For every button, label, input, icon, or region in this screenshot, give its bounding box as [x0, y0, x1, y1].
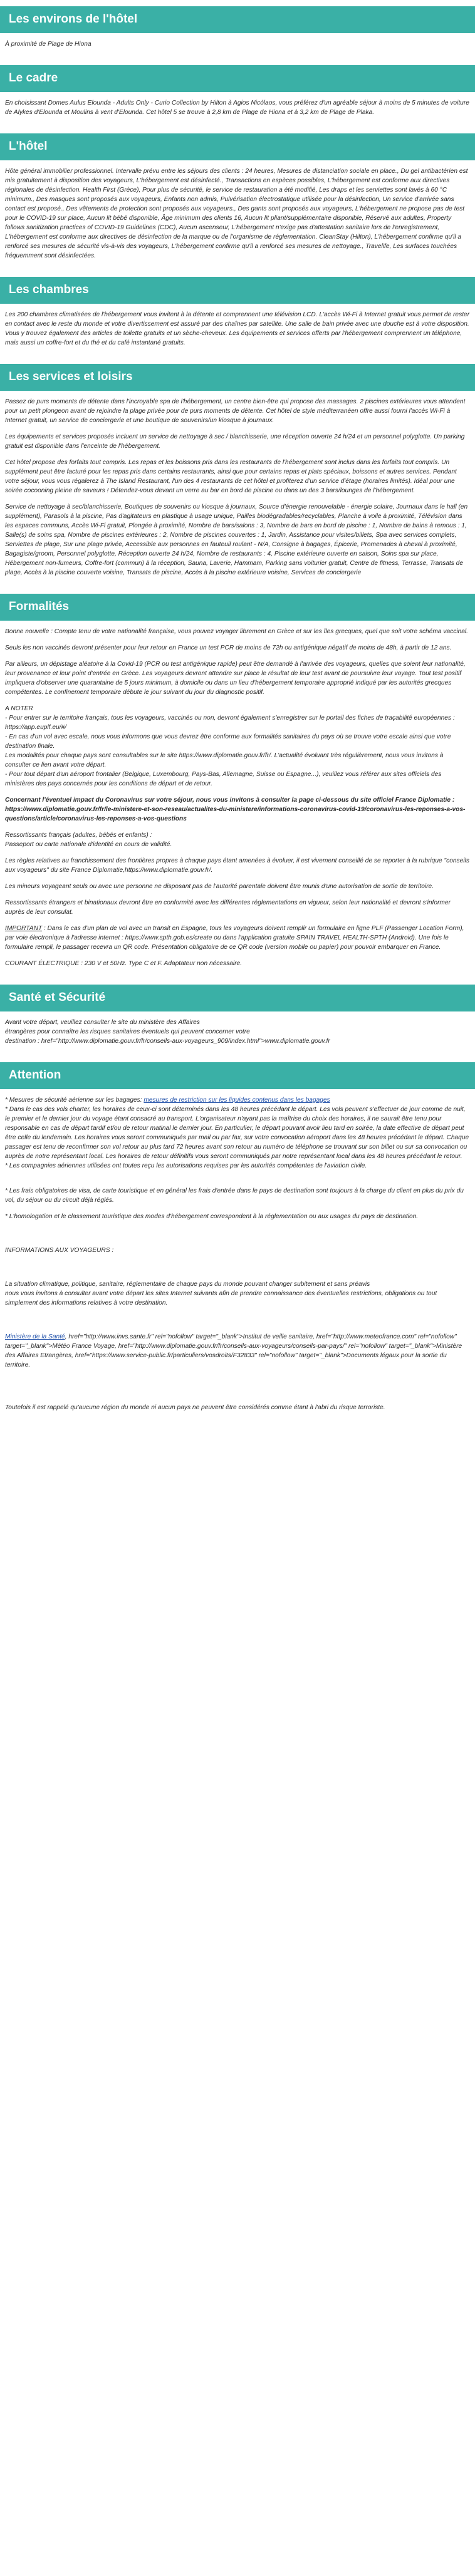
- formalites-important: [5, 924, 470, 952]
- formalites-covid-link-paragraph[interactable]: Concernant l'éventuel impact du Coronavirus sur votre séjour, nous vous invitons à consulter la page ci-dessous du site officiel France Diplomatie : https://www.diplomatie.gouv.fr/fr/le-ministere-et-son-reseau/actualites-du-ministere/informations-coronavirus-covid-19/coronavirus-les-reponses-a-vos-questions/article/coronavirus-les-reponses-a-vos-questions: [5, 797, 466, 822]
- formalites-paragraph: Les règles relatives au franchissement des frontières propres à chaque pays étant amenées à évoluer, il est vivement conseillé de se reporter à la rubrique "conseils aux voyageurs" du site France Diplomatie,https://www.diplomatie.gouv.fr/.: [5, 857, 469, 874]
- liquids-restriction-link[interactable]: mesures de restriction sur les liquides contenus dans les bagages: [144, 1097, 330, 1104]
- formalites-paragraph: Seuls les non vaccinés devront présenter pour leur retour en France un test PCR de moins de 72h ou antigénique négatif de moins de 48h, à partir de 12 ans.: [5, 644, 452, 651]
- attention-links-rest: , href="http://www.invs.sante.fr" rel="nofollow" target="_blank">Institut de veille sanitaire, href="http://www.meteofrance.com" rel="nofollow" target="_blank">Météo France Voyage, href="http://www.diplomatie.gouv.fr/fr/conseils-aux-voyageurs/conseils-par-pays/" rel="nofollow" target="_blank">Ministère des Affaires Etrangères, href="https://www.service-public.fr/particuliers/vosdroits/F32833" rel="nofollow" target="_blank">Documents légaux pour la sortie du territoire.: [5, 1333, 462, 1368]
- hotel-text: Hôte général immobilier professionnel. Intervalle prévu entre les séjours des clients : 24 heures, Mesures de distanciation sociale en place., Du gel antibactérien est mis gratuitement à disposition des voyageurs, L'hébergement est désinfecté., Transactions en espèces possibles, L'hébergement est conforme aux directives régionales de désinfection. Health First (Grèce), Pour plus de sécurité, le service de restauration a été modifié, Les draps et les serviettes sont lavés à 60 °C minimum., Des masques sont proposés aux voyageurs, Enfants non admis, Pulvérisation électrostatique utilisée pour la désinfection, Un service d'arrivée sans contact est proposé., Des vêtements de protection sont proposés aux voyageurs., Des gants sont proposés aux voyageurs, L'hébergement ne propose pas de test pour le COVID-19 sur place, Aucun lit bébé disponible, Âge minimum des clients 16, Aucun lit pliant/supplémentaire disponible, Réservé aux adultes, Property follows sanitization practices of COVID-19 Guidelines (CDC), Aucun ascenseur, L'hébergement n'exige pas d'attestation sanitaire lors de l'enregistrement, L'hébergement est conforme aux directives de désinfection de la marque ou de l'organisme de réglementation. CleanStay (Hilton), L'hébergement confirme qu'il a renforcé ses mesures de sécurité vis-à-vis des voyageurs, L'hébergement confirme qu'il a renforcé ses mesures de nettoyage., Travelife, Les surfaces touchées fréquemment sont désinfectées.: [5, 168, 468, 259]
- section-title-formalites: Formalités: [0, 594, 475, 621]
- attention-info-heading: INFORMATIONS AUX VOYAGEURS :: [5, 1247, 114, 1254]
- services-paragraph: Les équipements et services proposés incluent un service de nettoyage à sec / blanchisserie, une réception ouverte 24 h/24 et un personnel polyglotte. Un parking gratuit est disponible dans l'enceinte de l'hébergement.: [5, 433, 465, 450]
- attention-paragraph: La situation climatique, politique, sanitaire, réglementaire de chaque pays du monde pouvant changer subitement et sans préavis nous vous invitons à consulter avant votre départ les sites Internet suivants afin de prendre connaissance des éventuelles restrictions, obligations ou tout simplement des informations relatives à votre destination.: [5, 1281, 437, 1306]
- attention-prefix: * Mesures de sécurité aérienne sur les bagages:: [5, 1097, 144, 1104]
- environs-text: À proximité de Plage de Hiona: [5, 41, 91, 48]
- attention-paragraph: * L'homologation et le classement touristique des modes d'hébergement correspondent à la réglementation ou aux usages du pays de destination.: [5, 1213, 419, 1220]
- section-title-chambres: Les chambres: [0, 277, 475, 304]
- services-amenities-list: Service de nettoyage à sec/blanchisserie, Boutiques de souvenirs ou kiosque à journaux, Source d'énergie renouvelable - énergie solaire, Journaux dans le hall (en supplément), Parasols à la piscine, Pas d'agitateurs en plastique à usage unique, Pailles biodégradables/recyclables, Planche à voile à proximité, Télévision dans les espaces communs, Accès Wi-Fi gratuit, Plongée à proximité, Nombre de bars/salons : 3, Nombre de bars en bord de piscine : 1, Nombre de bains à remous : 1, Salle(s) de soins spa, Nombre de piscines extérieures : 2, Nombre de piscines couvertes : 1, Jardin, Assistance pour visites/billets, Spa avec services complets, Serviettes de plage, Sur une plage privée, Accessible aux personnes en fauteuil roulant - N/A, Consigne à bagages, Épicerie, Promenades à cheval à proximité, Bagagiste/groom, Personnel polyglotte, Réception ouverte 24 h/24, Nombre de restaurants : 4, Piscine extérieure ouverte en saison, Soins spa sur place, Hébergement non-fumeurs, Coffre-fort (commun) à la réception, Sauna, Laverie, Hammam, Parking sans voiturier gratuit, Centre de fitness, Terrasse, Transats de plage, Accès à la piscine couverte voisine, Transats de piscine, Accès à la piscine extérieure voisine, Services de conciergerie: [5, 504, 468, 576]
- formalites-paragraph: Ressortissants étrangers et binationaux devront être en conformité avec les différentes réglementations en vigueur, selon leur nationalité et devront s'informer auprès de leur consulat.: [5, 899, 451, 916]
- attention-terrorism-note: Toutefois il est rappelé qu'aucune région du monde ni aucun pays ne peuvent être considérés comme étant à l'abri du risque terroriste.: [5, 1404, 385, 1411]
- section-chambres: [0, 277, 475, 348]
- important-label: IMPORTANT: [5, 925, 43, 932]
- section-title-environs: Les environs de l'hôtel: [0, 6, 475, 33]
- section-title-hotel: L'hôtel: [0, 133, 475, 160]
- section-title-attention: Attention: [0, 1062, 475, 1089]
- sante-text: Avant votre départ, veuillez consulter le site du ministère des Affaires étrangères pour connaître les risques sanitaires éventuels qui peuvent concerner votre destination : href="http://www.diplomatie.gouv.fr/fr/conseils-aux-voyageurs_909/index.html">www.diplomatie.gouv.fr: [5, 1019, 330, 1045]
- section-sante: [0, 985, 475, 1046]
- ministere-sante-link[interactable]: Ministère de la Santé: [5, 1333, 65, 1340]
- section-environs: [0, 6, 475, 49]
- section-title-sante: Santé et Sécurité: [0, 985, 475, 1011]
- attention-links-paragraph: [5, 1332, 470, 1370]
- attention-paragraph: * Les frais obligatoires de visa, de carte touristique et en général les frais d'entrée dans le pays de destination sont toujours à la charge du client en plus du prix du vol, du séjour ou du circuit déjà réglés.: [5, 1187, 464, 1204]
- section-title-services: Les services et loisirs: [0, 364, 475, 391]
- services-paragraph: Cet hôtel propose des forfaits tout compris. Les repas et les boissons pris dans les restaurants de l'hébergement sont inclus dans les forfaits tout compris. Un supplément peut être facturé pour les repas pris dans certains restaurants, ainsi que pour certains repas et plats spéciaux, boissons et autres services. Pendant votre séjour, vous vous régalerez à The Island Restaurant, l'un des 4 restaurants de cet hôtel et profiterez d'un service d'étage (horaires limités). Idéal pour une soirée cocooning pleine de saveurs ! Détendez-vous devant un verre au bar en bord de piscine ou dans un des 3 bars/lounges de l'hébergement.: [5, 459, 457, 494]
- formalites-paragraph: Par ailleurs, un dépistage aléatoire à la Covid-19 (PCR ou test antigénique rapide) peut être demandé à l'arrivée des voyageurs, quelles que soient leur nationalité, leur provenance et leur point d'entrée en Grèce. Les voyageurs devront attendre sur place le résultat de leur test avant de poursuivre leur voyage. Tout test positif impliquera d'observer une quarantaine de 5 jours minimum, à domicile ou dans un lieu d'hébergement temporaire approprié indiqué par les autorités grecques compétentes. Le confinement temporaire débute le jour suivant du jour du diagnostic positif.: [5, 661, 466, 696]
- formalites-paragraph: Bonne nouvelle : Compte tenu de votre nationalité française, vous pouvez voyager librement en Grèce et sur les îles grecques, quel que soit votre schéma vaccinal.: [5, 628, 469, 635]
- formalites-paragraph: Les mineurs voyageant seuls ou avec une personne ne disposant pas de l'autorité parentale doivent être munis d'une autorisation de sortie de territoire.: [5, 883, 434, 890]
- section-attention: [0, 1062, 475, 1412]
- section-formalites: [0, 594, 475, 968]
- services-paragraph: Passez de purs moments de détente dans l'incroyable spa de l'hébergement, un centre bien-être qui propose des massages. 2 piscines extérieures vous attendent pour un petit plongeon avant de rejoindre la plage privée pour de purs moments de détente. Cet hôtel de style méditerranéen offre aussi fourni l'accès Wi-Fi à Internet gratuit, un service de conciergerie et une boutique de souvenirs/un kiosque à journaux.: [5, 398, 466, 424]
- section-hotel: [0, 133, 475, 261]
- section-title-cadre: Le cadre: [0, 65, 475, 92]
- formalites-electric: COURANT ÉLECTRIQUE : 230 V et 50Hz. Type C et F. Adaptateur non nécessaire.: [5, 960, 243, 967]
- chambres-text: Les 200 chambres climatisées de l'hébergement vous invitent à la détente et comprennent une télévision LCD. L'accès Wi-Fi à Internet gratuit vous permet de rester en contact avec le reste du monde et votre divertissement est assuré par des chaînes par satellite. Une salle de bain privée avec une douche est à votre disposition. Vous y trouvez également des articles de toilette gratuits et un sèche-cheveux. Les équipements et services offerts par l'hébergement comprennent un téléphone, mais aussi un coffre-fort et du thé et du café instantané gratuits.: [5, 311, 470, 346]
- important-text: : Dans le cas d'un plan de vol avec un transit en Espagne, tous les voyageurs doivent remplir un formulaire en ligne PLF (Passenger Location Form), par voie électronique à l'adresse internet : https://www.spth.gob.es/create ou dans l'application gratuite SPAIN TRAVEL HEALTH-SPTH (Android). Une fois le formulaire rempli, le passager recevra un QR code. Présentation obligatoire de ce QR code (version mobile ou papier) pour pouvoir embarquer en France.: [5, 925, 464, 951]
- formalites-note: A NOTER - Pour entrer sur le territoire français, tous les voyageurs, vaccinés ou non, devront également s'enregistrer sur le portail des fiches de traçabilité européennes : https://app.euplf.eu/#/ - En cas d'un vol avec escale, nous vous informons que vous devrez être conforme aux formalités sanitaires du pays où se trouve votre escale ainsi que votre destination finale. Les modalités pour chaque pays sont consultables sur le site https://www.diplomatie.gouv.fr/fr/. L'actualité évoluant très régulièrement, nous vous invitons à consulter ce lien avant votre départ. - Pour tout départ d'un aéroport frontalier (Belgique, Luxembourg, Pays-Bas, Allemagne, Suisse ou Espagne...), veuillez vous référer aux sites officiels des ministères des pays concernés pour les conditions de départ et de retour.: [5, 705, 455, 787]
- attention-paragraph: [5, 1095, 470, 1171]
- formalites-paragraph: Ressortissants français (adultes, bébés et enfants) : Passeport ou carte nationale d'identité en cours de validité.: [5, 832, 172, 848]
- attention-rest: * Dans le cas des vols charter, les horaires de ceux-ci sont déterminés dans les 48 heures précédant le départ. Les vols peuvent s'effectuer de jour comme de nuit, le premier et le dernier jour du voyage étant consacré au transport. L'organisateur n'ayant pas la maîtrise du choix des horaires, il ne saurait être tenu pour responsable en cas de départ tardif et/ou de retour matinal le dernier jour. En particulier, le départ pouvant avoir lieu tard en soirée, la date effective de départ peut être celle du lendemain. Les horaires vous seront communiqués par mail ou par fax, sur votre convocation aéroport dans les 48 heures précédant le départ. Chaque passager est tenu de reconfirmer son vol retour au plus tard 72 heures avant son retour au numéro de téléphone se trouvant sur son billet ou sur sa convocation ou auprès de notre représentant local. Les horaires de retour définitifs vous seront communiqués par notre représentant local dans les 48 heures précédant le retour. * Les compagnies aériennes utilisées ont toutes reçu les autorisations requises par les autorités compétentes de l'aviation civile.: [5, 1106, 469, 1169]
- section-cadre: [0, 65, 475, 117]
- cadre-text: En choisissant Domes Aulus Elounda - Adults Only - Curio Collection by Hilton à Agios Nicólaos, vous préférez d'un agréable séjour à moins de 5 minutes de voiture de Alykes d'Elounda et Moulins à vent d'Elounda. Cet hôtel 5 se trouve à 2,8 km de Plage de Hiona et à 3,2 km de Plage de Plaka.: [5, 100, 469, 116]
- section-services: [0, 364, 475, 577]
